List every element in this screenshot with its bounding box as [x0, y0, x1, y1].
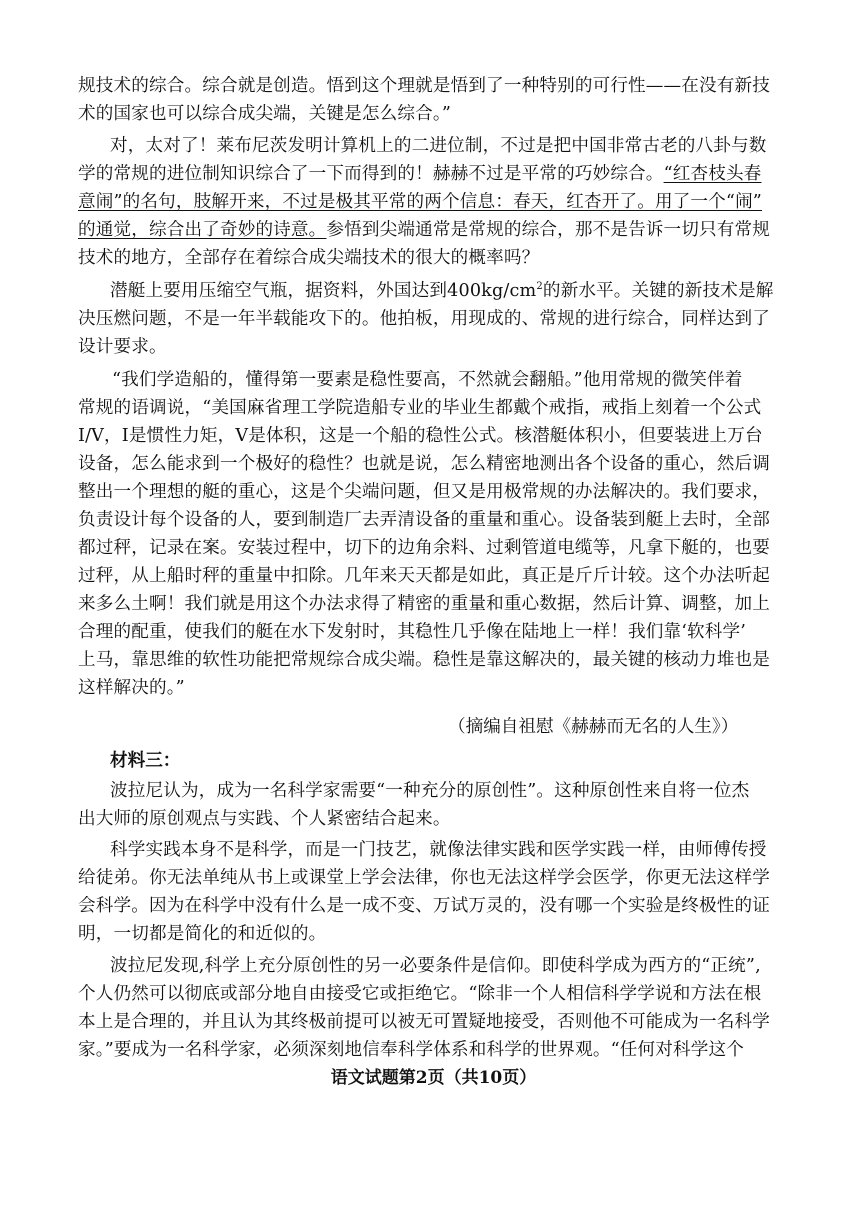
- text-line: 科学实践本身不是科学，而是一门技艺，就像法律实践和医学实践一样，由师傅传授: [110, 840, 767, 860]
- source-citation: （摘编自祖慰《赫赫而无名的人生》）: [448, 717, 739, 737]
- text-segment: 参悟到尖端通常是常规的综合，那不是告诉一切只有常规: [326, 220, 771, 240]
- text-line: 波拉尼发现,科学上充分原创性的另一必要条件是信仰。即使科学成为西方的“正统”,: [110, 956, 761, 976]
- text-line: 设计要求。: [78, 337, 167, 357]
- text-line: 给徒弟。你无法单纯从书上或课堂上学会法律，你也无法这样学会医学，你更无法这样学: [78, 868, 771, 888]
- text-line: 技术的地方，全部存在着综合成尖端技术的很大的概率吗？: [78, 248, 540, 268]
- text-line: 来多么土啊！我们就是用这个办法求得了精密的重量和重心数据，然后计算、调整，加上: [78, 594, 771, 614]
- text-line: 常规的语调说，“美国麻省理工学院造船专业的毕业生都戴个戒指，戒指上刻着一个公式: [78, 398, 762, 418]
- text-line: 设备，怎么能求到一个极好的稳性？也就是说，怎么精密地测出各个设备的重心，然后调: [78, 454, 771, 474]
- underlined-text: “红杏枝头春: [663, 164, 762, 184]
- underlined-text: 的通觉，综合出了奇妙的诗意。: [78, 220, 327, 240]
- underlined-text-line: 意闹”的名句，肢解开来，不过是极其平常的两个信息：春天，红杏开了。用了一个“闹”: [78, 192, 762, 212]
- text-line: 规技术的综合。综合就是创造。悟到这个理就是悟到了一种特别的可行性——在没有新技: [78, 76, 771, 96]
- text-line: 这样解决的。”: [78, 678, 185, 698]
- text-line: 个人仍然可以彻底或部分地自由接受它或拒绝它。“除非一个人相信科学学说和方法在根: [78, 984, 762, 1004]
- text-line: 决压燃问题，不是一年半载能攻下的。他拍板，用现成的、常规的进行综合，同样达到了: [78, 309, 771, 329]
- text-line: 波拉尼认为，成为一名科学家需要“一种充分的原创性”。这种原创性来自将一位杰: [110, 781, 750, 801]
- text-line: 术的国家也可以综合成尖端，关键是怎么综合。”: [78, 104, 451, 124]
- text-line: 整出一个理想的艇的重心，这是个尖端问题，但又是用极常规的办法解决的。我们要求，: [78, 482, 771, 502]
- superscript: 2: [536, 281, 543, 292]
- text-line: [78, 220, 778, 241]
- text-line: [110, 281, 810, 302]
- text-segment: 学的常规的进位制知识综合了一下而得到的！赫赫不过是平常的巧妙综合。: [78, 164, 664, 184]
- text-line: I/V，I是惯性力矩，V是体积，这是一个船的稳性公式。核潜艇体积小，但要装进上万台: [78, 426, 763, 446]
- text-line: 家。”要成为一名科学家，必须深刻地信奉科学体系和科学的世界观。“任何对科学这个: [78, 1040, 745, 1060]
- text-segment: 潜艇上要用压缩空气瓶，据资料，外国达到400kg/cm: [110, 281, 537, 301]
- text-segment: 的新水平。关键的新技术是解: [542, 281, 774, 301]
- text-line: 对，太对了！莱布尼茨发明计算机上的二进位制，不过是把中国非常古老的八卦与数: [110, 136, 767, 156]
- text-line: “我们学造船的，懂得第一要素是稳性要高，不然就会翻船。”他用常规的微笑伴着: [112, 370, 743, 390]
- text-line: 都过秤，记录在案。安装过程中，切下的边角余料、过剩管道电缆等，凡拿下艇的，也要: [78, 538, 771, 558]
- text-line: [78, 164, 778, 185]
- section-heading: 材料三：: [110, 750, 181, 771]
- text-line: 过秤，从上船时秤的重量中扣除。几年来天天都是如此，真正是斤斤计较。这个办法听起: [78, 566, 771, 586]
- text-line: 负责设计每个设备的人，要到制造厂去弄清设备的重量和重心。设备装到艇上去时，全部: [78, 510, 771, 530]
- text-line: 明，一切都是简化的和近似的。: [78, 924, 327, 944]
- page-footer: 语文试题第2页（共10页）: [330, 1068, 537, 1088]
- text-line: 本上是合理的，并且认为其终极前提可以被无可置疑地接受，否则他不可能成为一名科学: [78, 1012, 771, 1032]
- text-line: 上马，靠思维的软性功能把常规综合成尖端。稳性是靠这解决的，最关键的核动力堆也是: [78, 650, 771, 670]
- text-line: 会科学。因为在科学中没有什么是一成不变、万试万灵的，没有哪一个实验是终极性的证: [78, 896, 771, 916]
- text-line: 出大师的原创观点与实践、个人紧密结合起来。: [78, 809, 451, 829]
- text-line: 合理的配重，使我们的艇在水下发射时，其稳性几乎像在陆地上一样！我们靠‘软科学’: [78, 622, 747, 642]
